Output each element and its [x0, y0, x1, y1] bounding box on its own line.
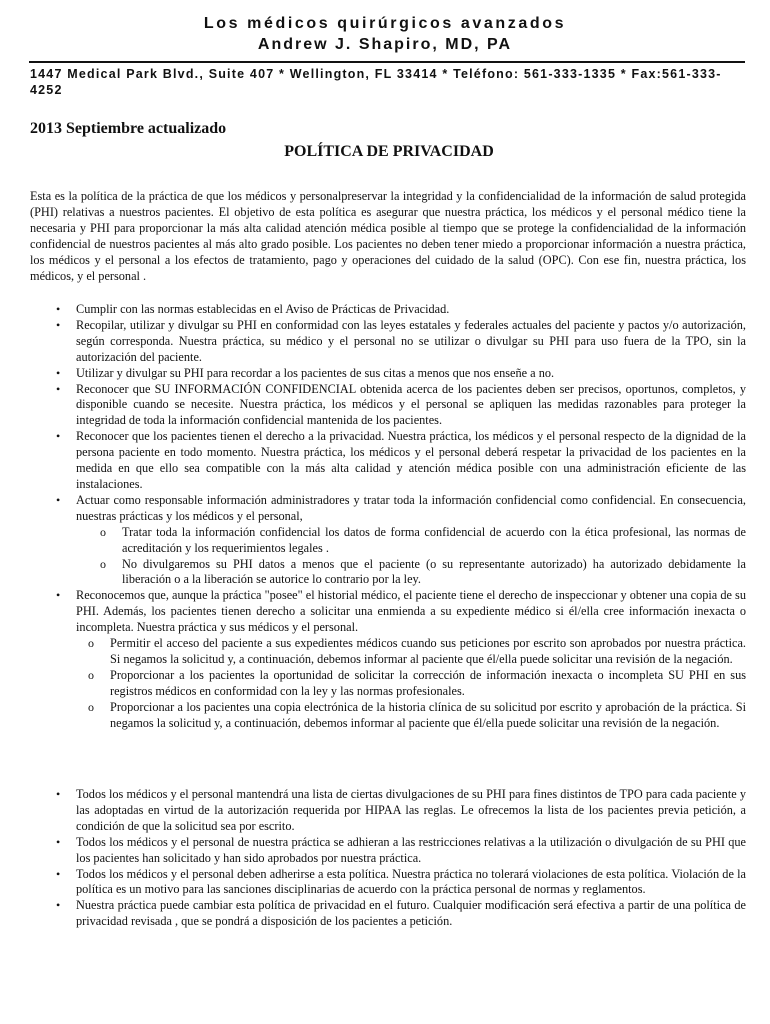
page-title: POLÍTICA DE PRIVACIDAD	[284, 143, 494, 160]
sub-list-rights	[76, 636, 746, 731]
sub-list-item-text: Permitir el acceso del paciente a sus expedientes médicos cuando sus peticiones por escrito son aprobados por nuestra práctica. Si negamos la solicitud y, a continuación, debemos informar al paciente que él/ella puede solicitar una revisión de la negación.	[110, 636, 746, 666]
intro-paragraph: Esta es la política de la práctica de que los médicos y personalpreservar la integridad y la confidencialidad de la información de salud protegida (PHI) relativas a nuestros pacientes. El objetivo de esta política es asegurar que nuestra práctica, los médicos y el personal médico tiene la necesaria y PHI para proporcionar la más alta calidad atención médica posible al tiempo que se protege la confidencialidad de la información confidencial de nuestros pacientes al más alto grado posible. Los pacientes no deben tener miedo a proporcionar información a nuestra práctica, los médicos y el personal a los efectos de tratamiento, pago y operaciones del cuidado de la salud (OPC). Con ese fin, nuestra práctica, los médicos, y el personal .	[30, 189, 746, 283]
letterhead-practice-name: Los médicos quirúrgicos avanzados	[203, 15, 567, 32]
sub-list-item-text: Proporcionar a los pacientes la oportunidad de solicitar la corrección de información inexacta o incompleta SU PHI en sus registros médicos en conformidad con la ley y las normas profesionales.	[110, 667, 746, 698]
header-divider	[29, 61, 745, 63]
list-item	[30, 382, 746, 430]
list-item-text: Todos los médicos y el personal deben adherirse a esta política. Nuestra práctica no tolerará violaciones de esta política. Violación de la política es un motivo para las sanciones disciplinarias de acuerdo con la práctica personal de normas y reglamentos.	[76, 866, 746, 897]
list-item	[30, 366, 746, 382]
list-item	[30, 429, 746, 493]
list-item-text: Actuar como responsable información administradores y tratar toda la información confidencial como confidencial. En consecuencia, nuestras prácticas y los médicos y el personal,	[76, 492, 746, 523]
list-item-text: Cumplir con las normas establecidas en el Aviso de Prácticas de Privacidad.	[76, 302, 450, 316]
sub-list-item	[76, 700, 746, 732]
letterhead-doctor-name: Andrew J. Shapiro, MD, PA	[257, 36, 513, 53]
list-item	[30, 493, 746, 588]
sub-list-item-text: No divulgaremos su PHI datos a menos que el paciente (o su representante autorizado) ha autorizado debidamente la liberación o a la liberación se autorice lo contrario por la ley.	[122, 556, 746, 587]
list-item	[30, 835, 746, 867]
list-item-text: Utilizar y divulgar su PHI para recordar a los pacientes de sus citas a menos que nos enseñe a no.	[76, 365, 555, 380]
sub-list-item-text: Proporcionar a los pacientes una copia electrónica de la historia clínica de su solicitud por escrito y aprobación de la práctica. Si negamos la solicitud y, a continuación, debemos informar al paciente que él/ella puede solicitar una revisión de la negación.	[110, 699, 746, 730]
list-item	[30, 302, 746, 318]
list-item	[30, 318, 746, 366]
list-item	[30, 588, 746, 731]
list-item-text: Reconocer que SU INFORMACIÓN CONFIDENCIAL obtenida acerca de los pacientes deben ser precisos, oportunos, completos, y disponible cuando se necesite. Nuestra práctica, los médicos y el personal se apliquen las medidas razonables para proteger la integridad de toda la información confidencial mantenida de los pacientes.	[76, 381, 746, 428]
list-item-text: Todos los médicos y el personal mantendrá una lista de ciertas divulgaciones de su PHI para fines distintos de TPO para cada paciente y las adoptadas en virtud de la autorización requerida por HIPAA las reglas. Le ofrecemos la lista de los pacientes previa petición, a condición de que la solicitud sea por escrito.	[76, 787, 746, 833]
sub-list-item	[76, 557, 746, 589]
policy-list-secondary	[30, 787, 746, 930]
list-item	[30, 898, 746, 930]
list-item-text: Nuestra práctica puede cambiar esta política de privacidad en el futuro. Cualquier modificación será efectiva a partir de una política de privacidad revisada , que se pondrá a disposición de los pacientes a petición.	[76, 898, 746, 929]
list-item-text: Reconocemos que, aunque la práctica "posee" el historial médico, el paciente tiene el derecho de inspeccionar y obtener una copia de su PHI. Además, los pacientes tienen derecho a solicitar una enmienda a su expediente médico si él/ella cree información inexacta o incompleta. Nuestra práctica y sus médicos y el personal.	[76, 588, 746, 635]
list-item-text: Recopilar, utilizar y divulgar su PHI en conformidad con las leyes estatales y federales actuales del paciente y pactos y/o autorización, según corresponda. Nuestra práctica, su médico y el personal no se utilizar o divulgar su PHI para uso fuera de la TPO, sin la autorización del paciente.	[76, 317, 746, 364]
list-item	[30, 867, 746, 899]
sub-list-item	[76, 636, 746, 668]
sub-list-item	[76, 668, 746, 700]
letterhead-address: 1447 Medical Park Blvd., Suite 407 * Wellington, FL 33414 * Teléfono: 561-333-1335 * Fax:561-333-4252	[30, 67, 722, 97]
list-item-text: Todos los médicos y el personal de nuestra práctica se adhieran a las restricciones relativas a la utilización o divulgación de su PHI que los pacientes han solicitado y han sido aprobados por nuestra práctica.	[76, 834, 746, 865]
update-date: 2013 Septiembre actualizado	[30, 120, 227, 137]
sub-list-item-text: Tratar toda la información confidencial los datos de forma confidencial de acuerdo con la ética profesional, las normas de acreditación y los requerimientos legales .	[122, 524, 746, 555]
sub-list-item	[76, 525, 746, 557]
list-item	[30, 787, 746, 835]
policy-list	[30, 302, 746, 731]
sub-list-confidential	[76, 525, 746, 589]
list-item-text: Reconocer que los pacientes tienen el derecho a la privacidad. Nuestra práctica, los médicos y el personal respecto de la dignidad de la persona paciente en todo momento. Nuestra práctica, los médicos y el personal deberá respetar la privacidad de los pacientes en la medida en que ello sea compatible con la más alta calidad y atención médica posible con una administración eficiente de las instalaciones.	[76, 429, 746, 491]
